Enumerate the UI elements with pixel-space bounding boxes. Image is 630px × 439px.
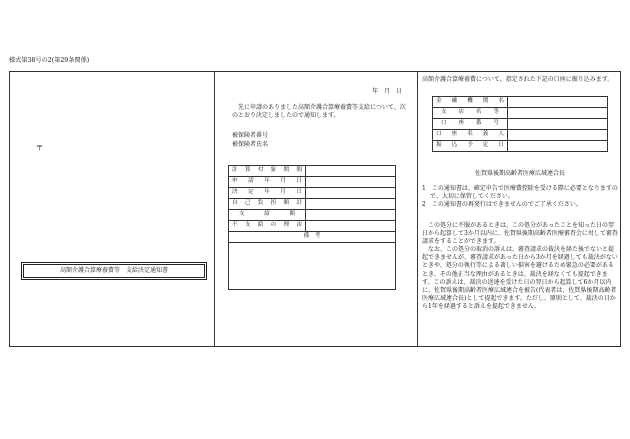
table-row [229,243,396,290]
bank-row-value [508,119,608,130]
note-1: 1 この通知書は、確定申告で医療費控除を受ける際に必要となりますので、大切に保管してください。 [422,185,618,201]
row-value [306,221,396,232]
postal-mark: 〒 [36,144,43,152]
table-row [433,97,608,108]
bank-row-value [508,108,608,119]
bank-row-label: 支店名等 [433,108,508,119]
divider-left [214,72,215,346]
appeal-paragraph-2: なお、この処分の取消の訴えは、審査請求の裁決を経た後でないと提起できませんが、審査請求があった日から3か月を経過しても裁決がないときや、処分の執行等による著しい損害を避けるため緊急の必要があるとき、その他正当な理由があるときは、裁決を経なくても提起できます。この訴えは、裁決の送達を受けた日の翌日から起算して6か月以内に、佐賀県後期高齢者医療広域連合を被告(代表者は、佐賀県後期高齢者医療広域連合長)として提起できます。ただし、原則として、裁決の日から1年を経過すると訴えを提起できません。 [422,246,618,310]
row-value [306,210,396,221]
row-value [306,166,396,177]
notice-title: 高額介護合算療養費等 支給決定通知書 [23,264,205,278]
transfer-text: 高額介護合算療養費について、指定された下記の口座に振り込みます。 [422,76,614,83]
bank-row-label: 振込予定日 [433,141,508,152]
table-row [229,177,396,188]
notice-title-box [21,262,207,280]
row-label: 自己負担額計 [229,199,306,210]
notes [422,185,618,209]
row-value [306,188,396,199]
divider-right [417,72,418,346]
bank-row-value [508,97,608,108]
bank-row-value [508,130,608,141]
insured-name-label: 被保険者氏名 [232,141,269,148]
notice-frame [9,71,621,347]
appeal-paragraph-1: この処分に不服があるときは、この処分があったことを知った日の翌日から起算して3か月以内に、佐賀県後期高齢者医療審査会に対して審査請求をすることができます。 [422,222,618,246]
row-label: 支給額 [229,210,306,221]
bank-row-label: 口座番号 [433,119,508,130]
issuer: 佐賀県後期高齢者医療広域連合長 [474,170,565,177]
note-2: 2 この通知書の再発行はできませんのでご了承ください。 [422,201,582,209]
form-number: 様式第38号の2(第29条関係) [9,57,90,64]
row-value [306,177,396,188]
row-label: 決定年月日 [229,188,306,199]
table-row [229,166,396,177]
bank-row-value [508,141,608,152]
issue-date: 年 月 日 [372,88,403,95]
appeal-text [422,222,618,311]
row-label: 不支給の理由 [229,221,306,232]
row-label: 計算対象期間 [229,166,306,177]
bank-row-label: 口座名義人 [433,130,508,141]
table-row [229,210,396,221]
insured-number-label: 被保険者番号 [232,132,269,139]
table-row [433,119,608,130]
benefit-table [228,165,396,290]
table-row [229,221,396,232]
table-row [433,130,608,141]
table-row [433,141,608,152]
intro-text: 先に申請のありました高額介護合算療養費等支給について、次のとおり決定しましたので通知します。 [232,104,406,120]
table-row [229,188,396,199]
bank-table [432,96,608,152]
bank-row-label: 金融機関名 [433,97,508,108]
remarks-label: 備 考 [229,232,396,243]
remarks-box [229,243,396,290]
table-row [433,108,608,119]
table-row [229,199,396,210]
row-label: 申請年月日 [229,177,306,188]
table-row [229,232,396,243]
row-value [306,199,396,210]
